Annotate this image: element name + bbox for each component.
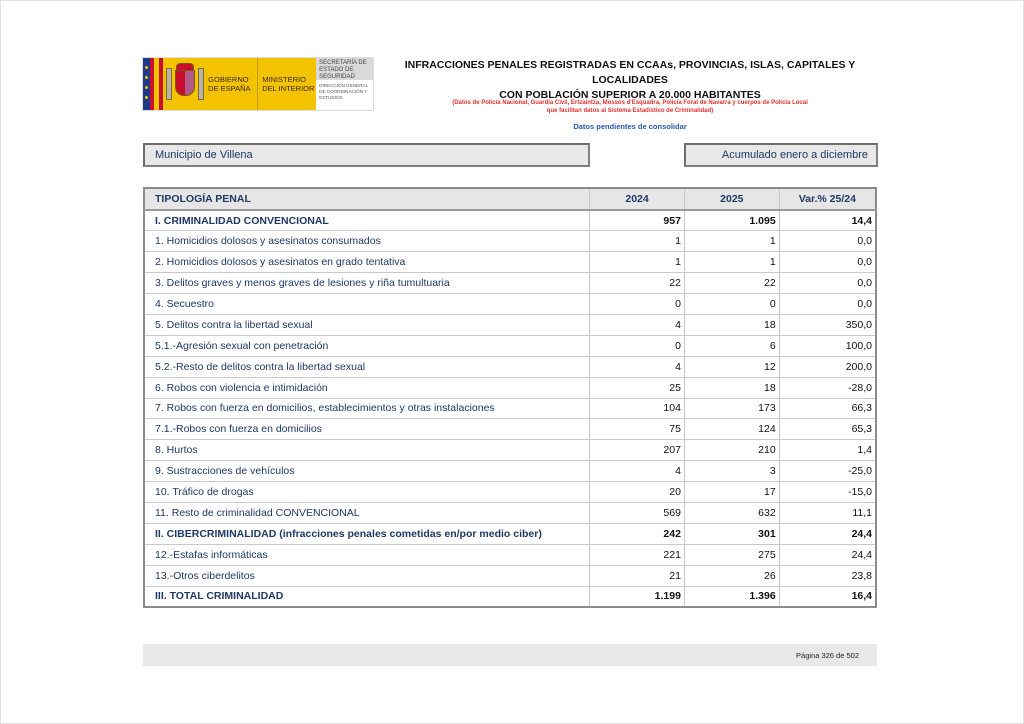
row-label: 5.1.-Agresión sexual con penetración	[144, 335, 590, 356]
table-row	[144, 252, 876, 273]
row-label: 2. Homicidios dolosos y asesinatos en grado tentativa	[144, 252, 590, 273]
row-label: 6. Robos con violencia e intimidación	[144, 377, 590, 398]
table-row	[144, 314, 876, 335]
row-label: 5.2.-Resto de delitos contra la libertad sexual	[144, 356, 590, 377]
value-2024: 4	[590, 314, 685, 335]
row-label: 3. Delitos graves y menos graves de lesiones y riña tumultuaria	[144, 273, 590, 294]
government-logo	[143, 58, 373, 110]
municipality-label: Municipio de Villena	[143, 143, 590, 167]
value-2025: 173	[684, 398, 779, 419]
value-variation: 0,0	[779, 273, 876, 294]
value-variation: 24,4	[779, 523, 876, 544]
value-2024: 22	[590, 273, 685, 294]
table-row	[144, 356, 876, 377]
logo-direccion-text: DIRECCIÓN GENERAL DE COORDINACIÓN Y ESTUDIOS	[319, 83, 368, 100]
row-label: 1. Homicidios dolosos y asesinatos consumados	[144, 231, 590, 252]
value-variation: 66,3	[779, 398, 876, 419]
row-label: 8. Hurtos	[144, 440, 590, 461]
data-source-line2: que facilitan datos al Sistema Estadístico de Criminalidad)	[546, 108, 714, 114]
row-label: III. TOTAL CRIMINALIDAD	[144, 586, 590, 607]
row-label: 12.-Estafas informáticas	[144, 544, 590, 565]
value-2025: 1.396	[684, 586, 779, 607]
value-2025: 17	[684, 482, 779, 503]
table-row	[144, 565, 876, 586]
value-2024: 20	[590, 482, 685, 503]
value-2024: 1.199	[590, 586, 685, 607]
value-2025: 275	[684, 544, 779, 565]
value-variation: 200,0	[779, 356, 876, 377]
value-variation: 16,4	[779, 586, 876, 607]
report-title	[380, 58, 880, 103]
row-label: 7. Robos con fuerza en domicilios, establecimientos y otras instalaciones	[144, 398, 590, 419]
period-label: Acumulado enero a diciembre	[684, 143, 878, 167]
table-row	[144, 273, 876, 294]
value-variation: 11,1	[779, 502, 876, 523]
value-2025: 1	[684, 252, 779, 273]
value-2024: 0	[590, 294, 685, 315]
value-2024: 75	[590, 419, 685, 440]
table-row	[144, 482, 876, 503]
table-row	[144, 419, 876, 440]
table-row	[144, 231, 876, 252]
value-2025: 12	[684, 356, 779, 377]
value-2025: 301	[684, 523, 779, 544]
table-row	[144, 502, 876, 523]
value-2025: 6	[684, 335, 779, 356]
value-variation: 350,0	[779, 314, 876, 335]
row-label: I. CRIMINALIDAD CONVENCIONAL	[144, 210, 590, 231]
value-2025: 1	[684, 231, 779, 252]
value-2024: 25	[590, 377, 685, 398]
value-2025: 26	[684, 565, 779, 586]
value-2024: 1	[590, 231, 685, 252]
row-label: 5. Delitos contra la libertad sexual	[144, 314, 590, 335]
value-variation: 14,4	[779, 210, 876, 231]
row-label: 13.-Otros ciberdelitos	[144, 565, 590, 586]
value-2025: 0	[684, 294, 779, 315]
value-variation: -28,0	[779, 377, 876, 398]
logo-gobierno-text: GOBIERNO DE ESPAÑA	[206, 58, 258, 110]
table-row	[144, 586, 876, 607]
value-variation: 0,0	[779, 294, 876, 315]
coat-of-arms-icon	[163, 58, 206, 110]
table-header-row	[144, 188, 876, 210]
value-variation: 65,3	[779, 419, 876, 440]
row-label: 10. Tráfico de drogas	[144, 482, 590, 503]
value-2025: 124	[684, 419, 779, 440]
value-2024: 957	[590, 210, 685, 231]
value-2024: 569	[590, 502, 685, 523]
value-variation: -15,0	[779, 482, 876, 503]
table-row	[144, 440, 876, 461]
column-header-tipologia: TIPOLOGÍA PENAL	[144, 188, 590, 210]
logo-secretaria-text: SECRETARÍA DE ESTADO DE SEGURIDAD	[316, 58, 373, 80]
row-label: II. CIBERCRIMINALIDAD (infracciones penales cometidas en/por medio ciber)	[144, 523, 590, 544]
value-2024: 104	[590, 398, 685, 419]
value-2024: 0	[590, 335, 685, 356]
value-2024: 221	[590, 544, 685, 565]
page-footer	[143, 644, 877, 666]
logo-secretaria-block	[316, 58, 373, 110]
value-variation: 23,8	[779, 565, 876, 586]
row-label: 7.1.-Robos con fuerza en domicilios	[144, 419, 590, 440]
value-variation: 100,0	[779, 335, 876, 356]
column-header-2025: 2025	[684, 188, 779, 210]
value-2024: 4	[590, 356, 685, 377]
value-2025: 3	[684, 461, 779, 482]
table-row	[144, 335, 876, 356]
logo-ministerio-text: MINISTERIO DEL INTERIOR	[262, 75, 315, 93]
value-2024: 1	[590, 252, 685, 273]
row-label: 11. Resto de criminalidad CONVENCIONAL	[144, 502, 590, 523]
value-2025: 22	[684, 273, 779, 294]
value-2025: 1.095	[684, 210, 779, 231]
spain-eu-flag-icon	[143, 58, 163, 110]
report-title-line1: INFRACCIONES PENALES REGISTRADAS EN CCAAs, PROVINCIAS, ISLAS, CAPITALES Y LOCALIDADES	[404, 59, 856, 86]
value-variation: 1,4	[779, 440, 876, 461]
table-row	[144, 377, 876, 398]
value-variation: -25,0	[779, 461, 876, 482]
value-2024: 207	[590, 440, 685, 461]
consolidation-status: Datos pendientes de consolidar	[573, 122, 687, 131]
table-row	[144, 461, 876, 482]
value-2024: 21	[590, 565, 685, 586]
value-2025: 632	[684, 502, 779, 523]
column-header-2024: 2024	[590, 188, 685, 210]
column-header-variation: Var.% 25/24	[779, 188, 876, 210]
report-title-line2: CON POBLACIÓN SUPERIOR A 20.000 HABITANTES	[499, 89, 761, 101]
value-2024: 4	[590, 461, 685, 482]
data-source-note	[380, 99, 880, 115]
table-row	[144, 210, 876, 231]
value-variation: 0,0	[779, 252, 876, 273]
value-variation: 0,0	[779, 231, 876, 252]
value-2025: 18	[684, 314, 779, 335]
data-source-line1: (Datos de Policía Nacional, Guardia Civil, Ertzaintza, Mossos d'Esquadra, Policía Foral de Navarra y cuerpos de Policía Local	[452, 100, 808, 106]
table-row	[144, 398, 876, 419]
row-label: 4. Secuestro	[144, 294, 590, 315]
table-row	[144, 544, 876, 565]
value-2024: 242	[590, 523, 685, 544]
table-row	[144, 523, 876, 544]
table-row	[144, 294, 876, 315]
value-variation: 24,4	[779, 544, 876, 565]
value-2025: 18	[684, 377, 779, 398]
page-number: Página 326 de 502	[796, 650, 859, 660]
row-label: 9. Sustracciones de vehículos	[144, 461, 590, 482]
value-2025: 210	[684, 440, 779, 461]
crime-statistics-table	[143, 187, 877, 608]
